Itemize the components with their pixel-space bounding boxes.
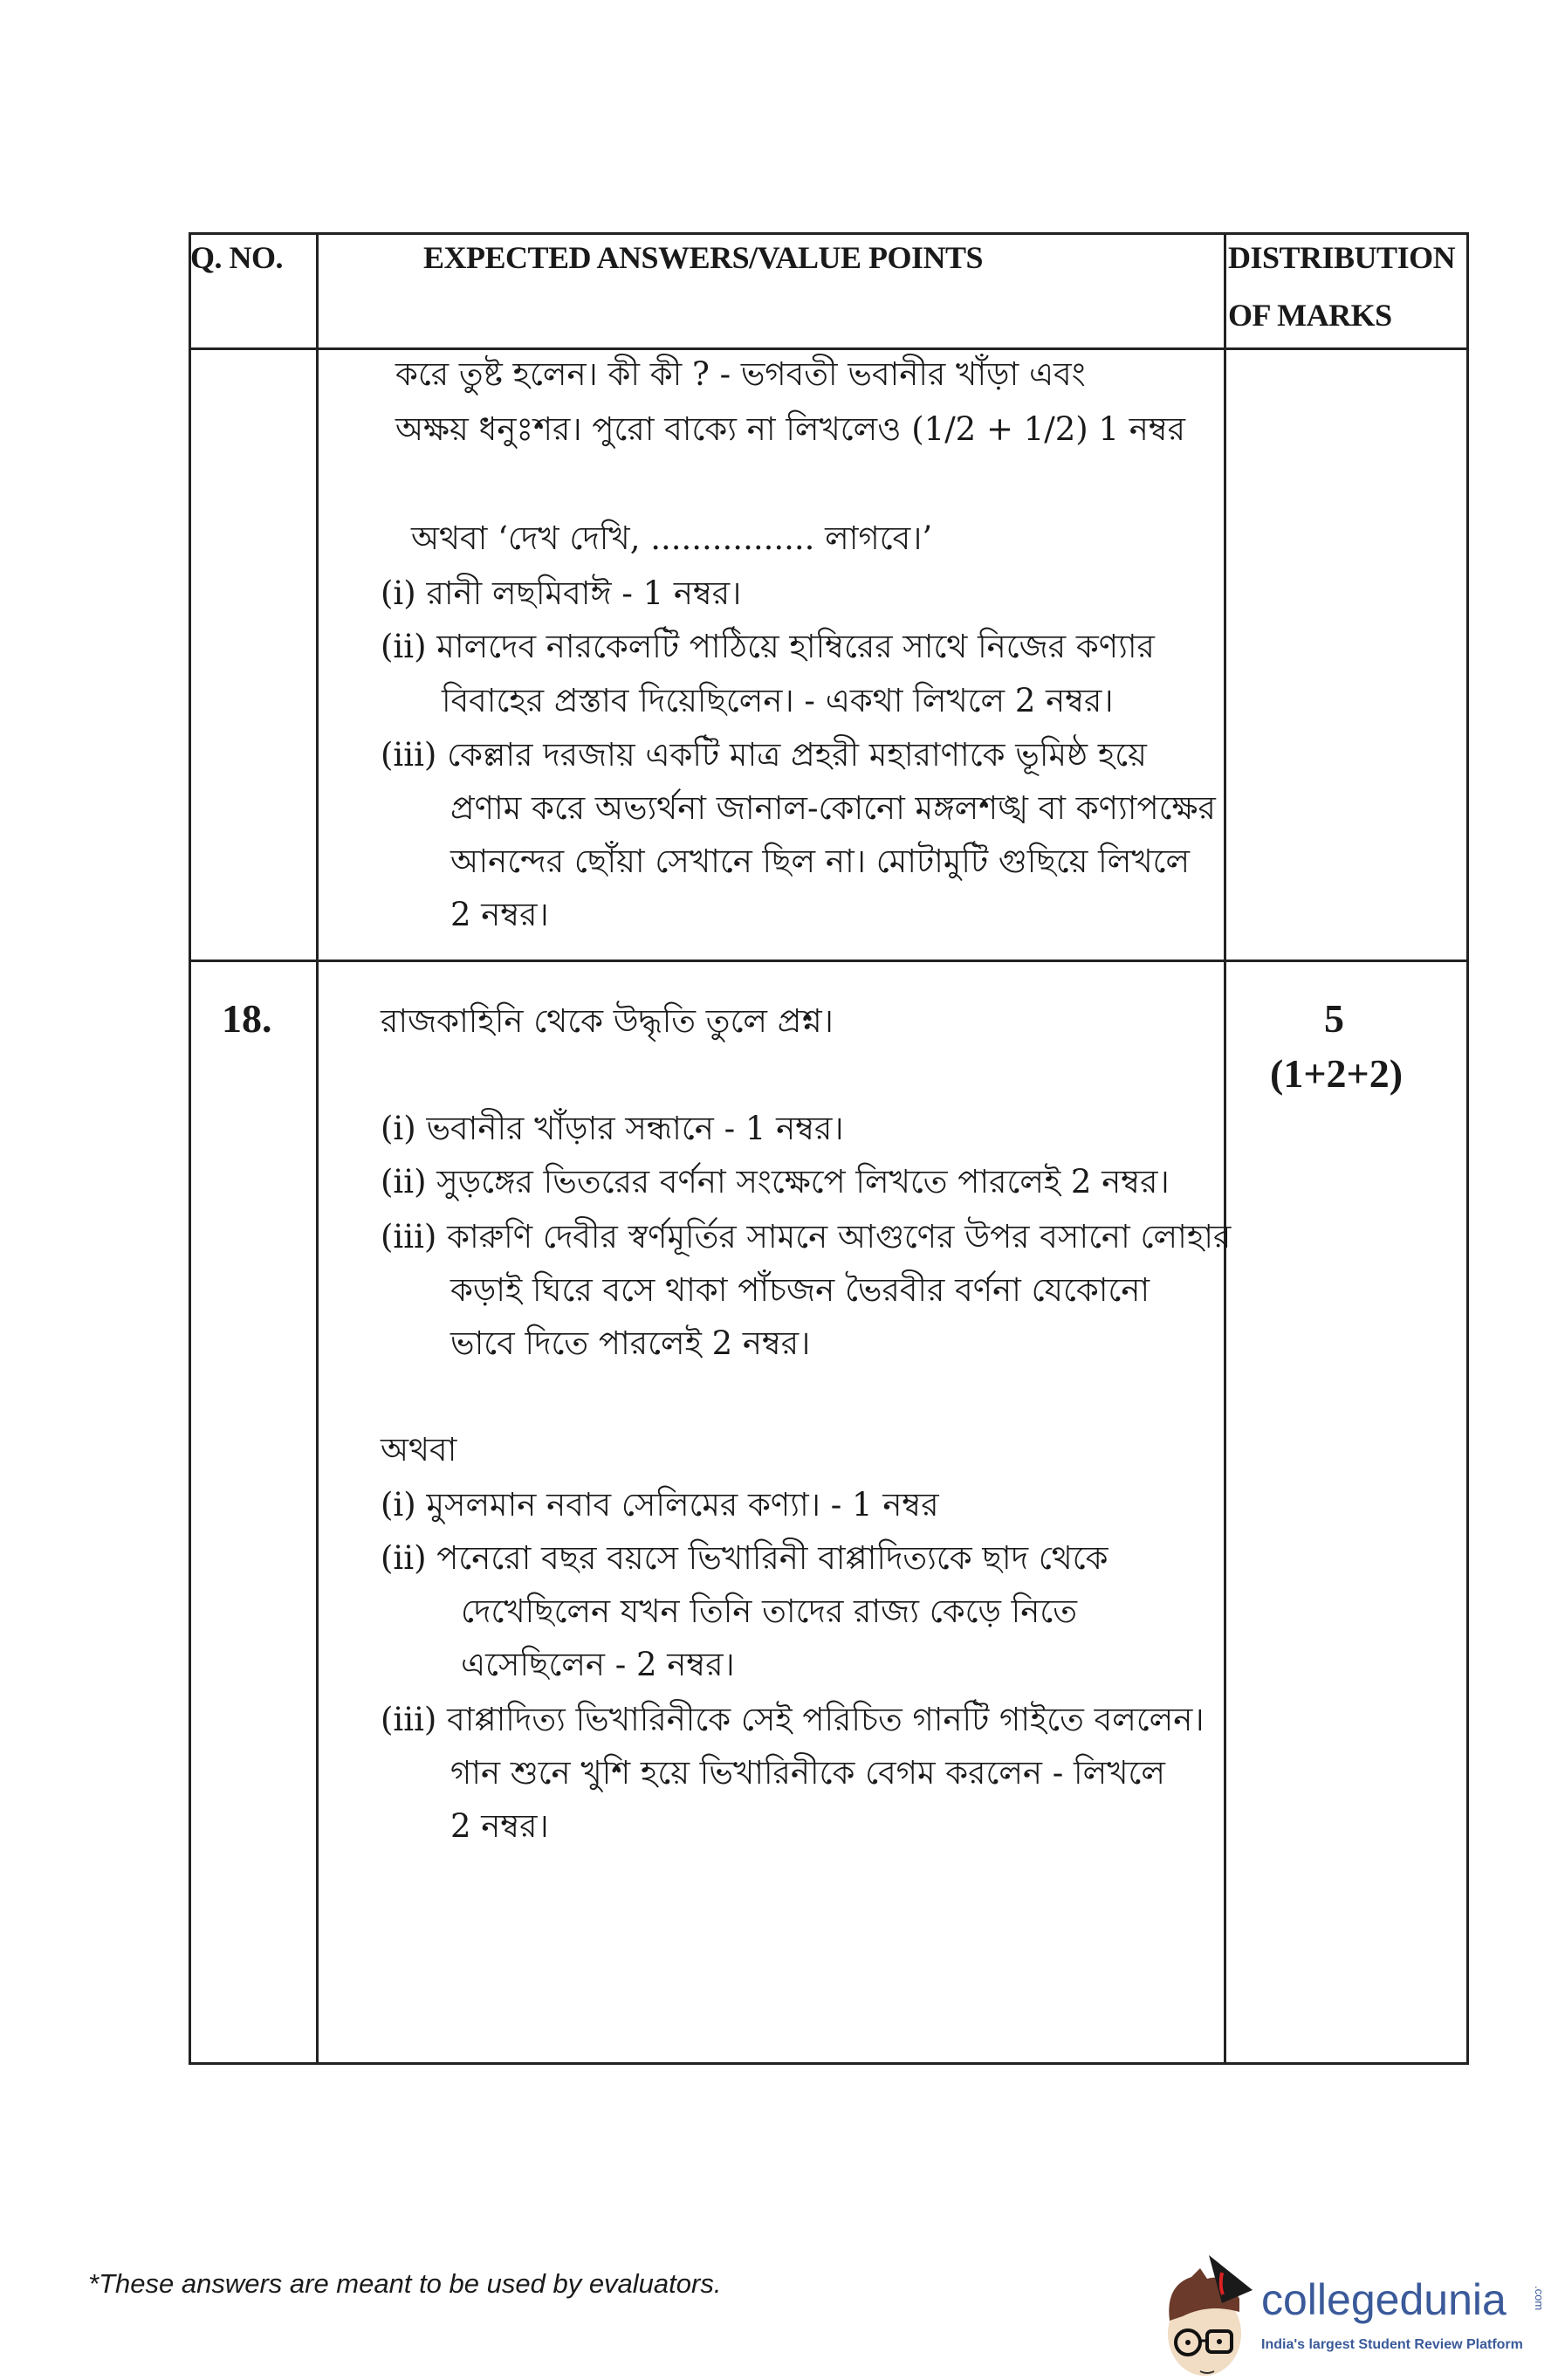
answer-line: অথবা	[381, 1431, 457, 1469]
answer-line: অথবা ‘দেখ দেখি, ................ লাগবে।’	[411, 519, 933, 557]
answer-line: করে তুষ্ট হলেন। কী কী ? - ভগবতী ভবানীর খাঁড়া এবং	[395, 355, 1086, 393]
answer-line: 2 নম্বর।	[450, 896, 549, 933]
answer-line: (ii) সুড়ঙ্গের ভিতরের বর্ণনা সংক্ষেপে লিখতে পারলেই 2 নম্বর।	[381, 1163, 1170, 1200]
mascot-icon	[1156, 2251, 1261, 2377]
marks-split: (1+2+2)	[1270, 1051, 1404, 1096]
answer-line: (iii) কেল্লার দরজায় একটি মাত্র প্রহরী মহারাণাকে ভূমিষ্ঠ হয়ে	[381, 736, 1147, 774]
answer-line: প্রণাম করে অভ্যর্থনা জানাল-কোনো মঙ্গলশঙ্খ বা কণ্যাপক্ষের	[450, 789, 1216, 827]
answer-line: রাজকাহিনি থেকে উদ্ধৃতি তুলে প্রশ্ন।	[381, 1002, 834, 1040]
answer-line: 2 নম্বর।	[450, 1807, 549, 1845]
answer-line: (i) রানী লছমিবাঈ - 1 নম্বর।	[381, 574, 742, 612]
evaluator-note: *These answers are meant to be used by evaluators.	[88, 2268, 722, 2299]
answer-line: ভাবে দিতে পারলেই 2 নম্বর।	[450, 1324, 811, 1362]
answer-line: (i) মুসলমান নবাব সেলিমের কণ্যা। - 1 নম্বর	[381, 1486, 939, 1524]
logo-brand-text: collegedunia	[1261, 2275, 1507, 2324]
answer-line: আনন্দের ছোঁয়া সেখানে ছিল না। মোটামুটি গুছিয়ে লিখলে	[450, 843, 1191, 880]
answer-line: অক্ষয় ধনুঃশর। পুরো বাক্যে না লিখলেও (1/2 + 1/2) 1 নম্বর	[395, 410, 1185, 448]
answer-line: কড়াই ঘিরে বসে থাকা পাঁচজন ভৈরবীর বর্ণনা যেকোনো	[450, 1271, 1150, 1309]
answer-line: (iii) কারুণি দেবীর স্বর্ণমূর্তির সামনে আগুণের উপর বসানো লোহার	[381, 1218, 1232, 1255]
collegedunia-logo	[1156, 2251, 1554, 2377]
table-border-left	[189, 232, 191, 2065]
header-answers: EXPECTED ANSWERS/VALUE POINTS	[423, 240, 984, 275]
table-border-right	[1466, 232, 1469, 2065]
header-marks-line1: DISTRIBUTION	[1228, 240, 1456, 275]
logo-tagline: India's largest Student Review Platform	[1261, 2337, 1523, 2352]
marks-total: 5	[1324, 996, 1344, 1041]
answer-line: (ii) পনেরো বছর বয়সে ভিখারিনী বাপ্পাদিত্যকে ছাদ থেকে	[381, 1539, 1108, 1577]
header-divider	[189, 347, 1469, 350]
answer-line: এসেছিলেন - 2 নম্বর।	[461, 1646, 735, 1683]
table-border-bottom	[189, 2062, 1469, 2065]
answer-line: (i) ভবানীর খাঁড়ার সন্ধানে - 1 নম্বর।	[381, 1110, 844, 1147]
row-divider	[189, 960, 1469, 962]
answer-line: (ii) মালদেব নারকেলটি পাঠিয়ে হাম্বিরের সাথে নিজের কণ্যার	[381, 628, 1155, 665]
header-qno: Q. NO.	[190, 240, 284, 275]
answer-line: (iii) বাপ্পাদিত্য ভিখারিনীকে সেই পরিচিত গানটি গাইতে বললেন।	[381, 1701, 1205, 1738]
answer-line: দেখেছিলেন যখন তিনি তাদের রাজ্য কেড়ে নিতে	[461, 1592, 1077, 1630]
question-number: 18.	[222, 996, 272, 1041]
column-divider-1	[316, 232, 319, 2065]
table-border-top	[189, 232, 1469, 235]
answer-line: গান শুনে খুশি হয়ে ভিখারিনীকে বেগম করলেন - লিখলে	[450, 1754, 1165, 1792]
column-divider-2	[1224, 232, 1226, 2065]
header-marks-line2: OF MARKS	[1228, 298, 1392, 333]
logo-com-text: .com	[1533, 2286, 1546, 2311]
answer-line: বিবাহের প্রস্তাব দিয়েছিলেন। - একথা লিখলে 2 নম্বর।	[442, 682, 1114, 719]
